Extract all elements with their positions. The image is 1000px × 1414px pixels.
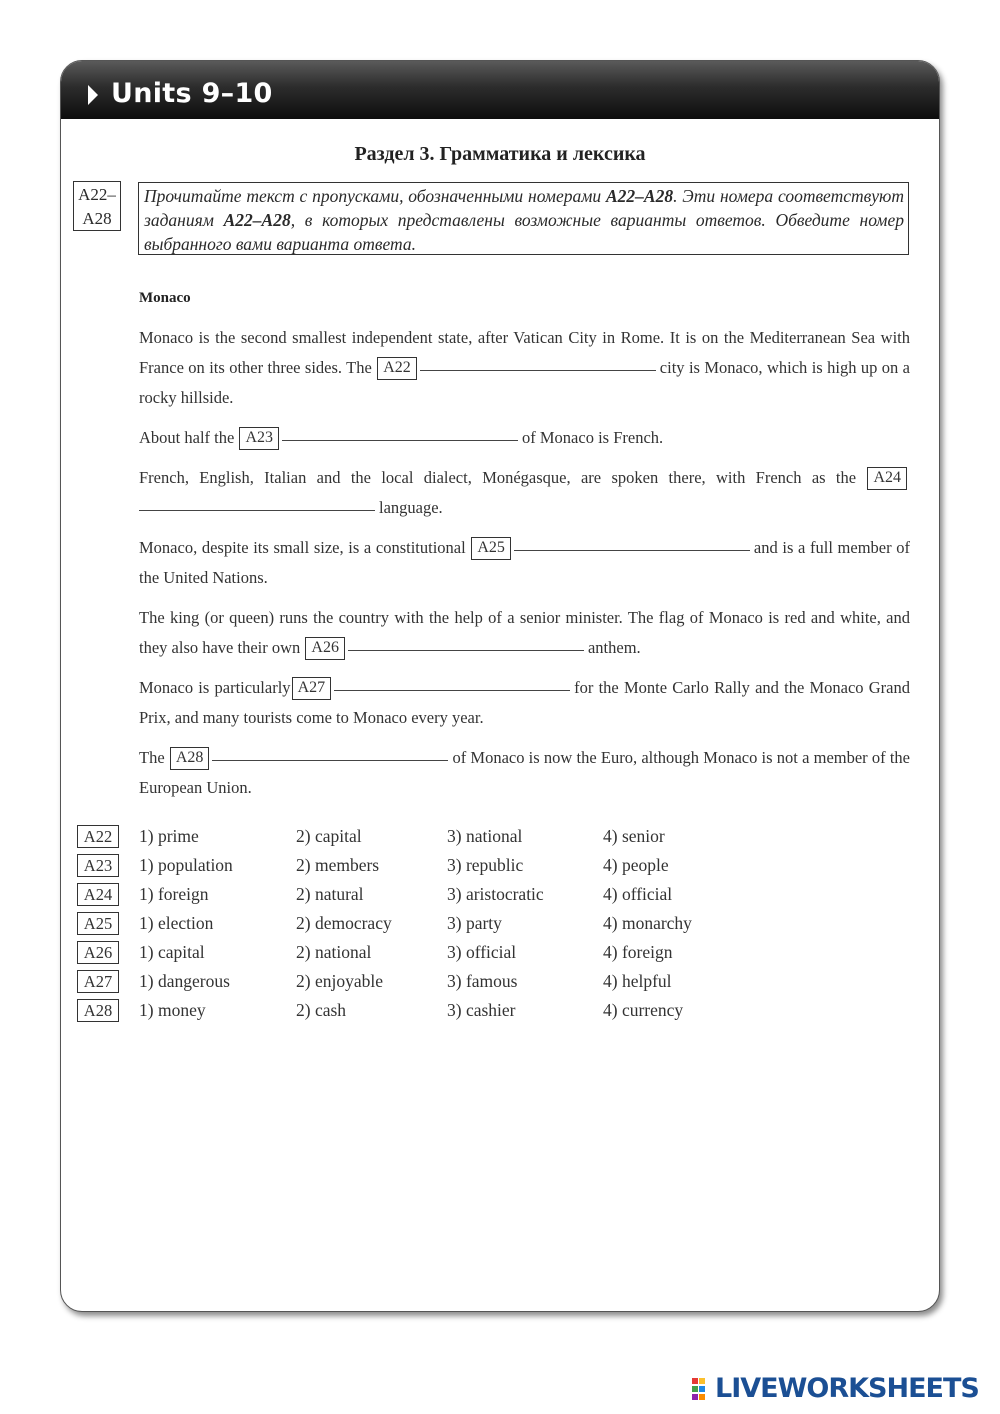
paragraph-text: anthem. — [587, 638, 641, 657]
question-tag: A27 — [77, 970, 119, 993]
answer-row-a22 — [77, 825, 777, 849]
instruction-text: , в которых представлены возможные варианты ответов. Обведите номер выбранного вами варианта ответа. — [144, 210, 904, 254]
answer-option[interactable]: 1) money — [139, 1000, 206, 1020]
answer-option[interactable]: 3) party — [447, 913, 502, 933]
answer-option[interactable]: 3) aristocratic — [447, 884, 544, 904]
worksheet-frame — [60, 60, 940, 1312]
gap-blank-a24[interactable] — [139, 495, 375, 511]
unit-title: Units 9–10 — [111, 78, 273, 109]
paragraph-text: of Monaco is French. — [522, 428, 664, 447]
logo-text: LIVEWORKSHEETS — [715, 1373, 979, 1404]
paragraph-1 — [139, 323, 910, 413]
gap-tag-a26: A26 — [305, 637, 345, 660]
task-range-line1: A22– — [78, 185, 116, 204]
gap-tag-a27: A27 — [292, 677, 332, 700]
instruction-range: A22–A28 — [605, 186, 674, 206]
answer-option[interactable]: 2) members — [296, 855, 380, 875]
gap-tag-a24: A24 — [867, 467, 907, 490]
gap-tag-a28: A28 — [170, 747, 210, 770]
answer-option[interactable]: 1) prime — [139, 826, 199, 846]
answer-option[interactable]: 1) capital — [139, 942, 205, 962]
instruction-range: A22–A28 — [223, 210, 291, 230]
task-range-line2: A28 — [82, 209, 112, 228]
answer-option[interactable]: 2) capital — [296, 826, 362, 846]
logo-tiles-icon — [692, 1378, 712, 1400]
unit-header — [61, 61, 939, 119]
paragraph-2 — [139, 423, 910, 453]
paragraph-text: and is a full member of the United Nations. — [139, 538, 911, 587]
paragraph-text: city is Monaco, which is high up on a rocky hillside. — [139, 358, 911, 407]
answer-option[interactable]: 3) cashier — [447, 1000, 516, 1020]
paragraph-6 — [139, 673, 910, 733]
answer-option[interactable]: 3) official — [447, 942, 517, 962]
gap-tag-a22: A22 — [377, 357, 417, 380]
question-tag: A28 — [77, 999, 119, 1022]
section-title: Раздел 3. Грамматика и лексика — [354, 143, 646, 165]
answer-option[interactable]: 4) currency — [603, 1000, 684, 1020]
instructions-box — [138, 182, 909, 255]
question-tag: A25 — [77, 912, 119, 935]
answer-option[interactable]: 3) republic — [447, 855, 524, 875]
paragraph-4 — [139, 533, 910, 593]
answer-option[interactable]: 2) cash — [296, 1000, 347, 1020]
gap-blank-a23[interactable] — [282, 425, 518, 441]
answer-row-a24 — [77, 883, 777, 907]
answer-option[interactable]: 3) national — [447, 826, 523, 846]
answer-option[interactable]: 4) people — [603, 855, 669, 875]
paragraph-text: The — [139, 748, 165, 767]
question-tag: A24 — [77, 883, 119, 906]
answer-option[interactable]: 4) official — [603, 884, 673, 904]
paragraph-5 — [139, 603, 910, 663]
paragraph-text: Monaco, despite its small size, is a constitutional — [139, 538, 466, 557]
answer-row-a27 — [77, 970, 777, 994]
answer-row-a28 — [77, 999, 777, 1023]
answer-option[interactable]: 4) monarchy — [603, 913, 692, 933]
answer-row-a23 — [77, 854, 777, 878]
paragraph-text: About half the — [139, 428, 235, 447]
text-title: Monaco — [139, 290, 191, 306]
task-range-label — [73, 181, 121, 231]
logo-tile — [699, 1386, 705, 1392]
instruction-text: Прочитайте текст с пропусками, обозначенными номерами — [144, 186, 606, 206]
answer-option[interactable]: 2) natural — [296, 884, 364, 904]
paragraph-text: language. — [379, 498, 443, 517]
answer-option[interactable]: 1) foreign — [139, 884, 209, 904]
paragraph-text: for the Monte Carlo Rally and the Monaco Grand Prix, and many tourists come to Monaco every year. — [139, 678, 911, 727]
answer-option[interactable]: 2) enjoyable — [296, 971, 383, 991]
paragraph-text: The king (or queen) runs the country with the help of a senior minister. The flag of Monaco is red and white, and they also have their own — [139, 608, 910, 657]
answer-row-a26 — [77, 941, 777, 965]
answer-option[interactable]: 1) election — [139, 913, 214, 933]
question-tag: A23 — [77, 854, 119, 877]
paragraph-7 — [139, 743, 910, 803]
play-arrow-icon — [88, 85, 98, 105]
answer-option[interactable]: 4) senior — [603, 826, 665, 846]
question-tag: A22 — [77, 825, 119, 848]
logo-tile — [692, 1386, 698, 1392]
paragraph-text: Monaco is particularly — [139, 678, 291, 697]
gap-tag-a25: A25 — [471, 537, 511, 560]
paragraph-text: of Monaco is now the Euro, although Monaco is not a member of the European Union. — [139, 748, 910, 797]
logo-tile — [699, 1394, 705, 1400]
answer-option[interactable]: 3) famous — [447, 971, 518, 991]
answer-option[interactable]: 2) national — [296, 942, 372, 962]
paragraph-text: Monaco is the second smallest independent state, after Vatican City in Rome. It is on the Mediterranean Sea with France on its other three sides. The — [139, 328, 910, 377]
paragraph-3 — [139, 463, 910, 523]
answer-option[interactable]: 1) population — [139, 855, 233, 875]
logo-tile — [692, 1394, 698, 1400]
gap-blank-a25[interactable] — [514, 535, 750, 551]
gap-tag-a23: A23 — [239, 427, 279, 450]
gap-blank-a22[interactable] — [420, 355, 656, 371]
answer-option[interactable]: 2) democracy — [296, 913, 392, 933]
gap-blank-a27[interactable] — [334, 675, 570, 691]
instruction-text: . Эти номера соответствуют заданиям — [144, 186, 904, 230]
gap-blank-a26[interactable] — [348, 635, 584, 651]
gap-blank-a28[interactable] — [212, 745, 448, 761]
answer-option[interactable]: 4) foreign — [603, 942, 673, 962]
answer-row-a25 — [77, 912, 777, 936]
logo-tile — [699, 1378, 705, 1384]
logo-tile — [692, 1378, 698, 1384]
answer-option[interactable]: 4) helpful — [603, 971, 672, 991]
question-tag: A26 — [77, 941, 119, 964]
paragraph-text: French, English, Italian and the local dialect, Monégasque, are spoken there, with French as the — [139, 468, 857, 487]
answer-option[interactable]: 1) dangerous — [139, 971, 230, 991]
